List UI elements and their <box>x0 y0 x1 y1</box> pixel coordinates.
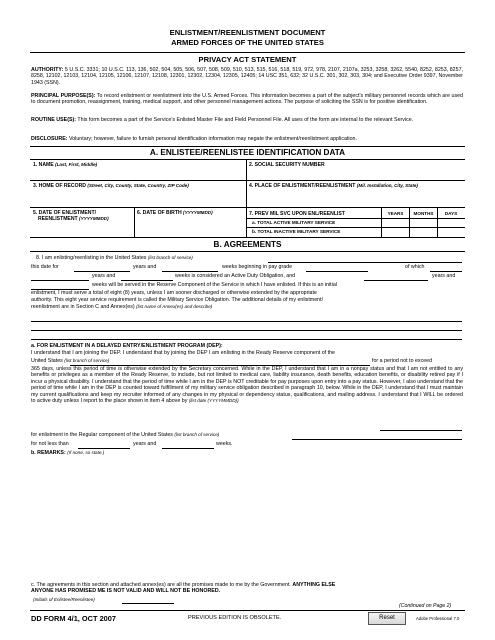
para8-annex-intro: reenlistment are in Section C and Annex(es) <box>31 304 135 310</box>
reset-button[interactable]: Reset <box>368 612 406 625</box>
home-hint: (Street, City, County, State, Country, ZIP Code) <box>87 183 189 188</box>
home-of-record-label <box>33 183 189 189</box>
annex-line-3[interactable] <box>31 339 462 340</box>
dep-title: a. FOR ENLISTMENT IN A DELAYED ENTRY/ENLISTMENT PROGRAM (DEP): <box>31 343 223 349</box>
name-input[interactable] <box>32 169 244 177</box>
agreements-c-text <box>31 582 465 595</box>
dep-not-less: for not less than <box>31 441 69 447</box>
divider <box>30 207 465 208</box>
divider <box>246 207 247 237</box>
purpose-label: PRINCIPAL PURPOSE(S): <box>31 93 96 99</box>
name-field-label <box>33 162 97 168</box>
para8-of-which: of which <box>405 264 425 270</box>
divider <box>30 159 465 160</box>
footer-divider <box>30 610 465 611</box>
name-label: 1. NAME <box>33 162 54 168</box>
authority-label: AUTHORITY: <box>31 67 64 73</box>
dep-report-date-line[interactable] <box>380 430 462 431</box>
date-enl-hint: (YYYYMMDD) <box>79 216 109 221</box>
continued-on-page-2: (Continued on Page 2) <box>399 603 452 609</box>
divider <box>30 251 465 252</box>
branch-of-service-line[interactable] <box>268 262 462 263</box>
days-header: DAYS <box>444 211 458 216</box>
months-header: MONTHS <box>413 211 434 216</box>
para8-years-and2: years and <box>92 273 116 279</box>
form-title-line2: ARMED FORCES OF THE UNITED STATES <box>171 38 324 47</box>
active-days-input[interactable] <box>438 219 464 227</box>
remarks-header <box>31 450 104 456</box>
para8-branch-hint: (list branch of service) <box>147 255 193 260</box>
term-years-line[interactable] <box>74 271 130 272</box>
routine-body: This form becomes a part of the Service's Enlisted Master File and Field Personnel File. All uses of the form are internal to the relevant Service. <box>77 117 414 123</box>
authority-body: 5 U.S.C. 3331; 10 U.S.C. 113, 136, 502, 504, 505, 506, 507, 508, 509, 510, 513, 515, 516, 518, 519, 972, 978, 2107, 2107a, 3253, 3258, 3262, 5540, 8252, 8253, 8257, 8258, 12102, 12103, 12104, 12105, 12106, 12107, 12108, 12301, 12302, 12304, 12305, 12405; 14 USC 351, 632; 32 U.S.C. 301, 302, 303, 304; and Executive Order 9397, November 1943 (SSN). <box>31 67 463 86</box>
divider <box>30 52 465 53</box>
divider <box>30 237 465 238</box>
para8-line1 <box>36 255 193 261</box>
active-weeks-line[interactable] <box>121 280 173 281</box>
pay-grade-line[interactable] <box>306 271 368 272</box>
dep-weeks-line[interactable] <box>162 448 214 449</box>
para8-this-date: this date for <box>31 264 59 270</box>
section-b-title: B. AGREEMENTS <box>213 240 282 249</box>
para8-years-and3: years and <box>432 273 456 279</box>
remarks-label: b. REMARKS: <box>31 450 66 456</box>
remarks-textarea[interactable] <box>31 459 462 577</box>
para8-weeks-active: weeks is considered an Active Duty Obligation, and <box>175 273 296 279</box>
ssn-input[interactable] <box>248 169 462 177</box>
para8-weeks-reserve: weeks will be served in the Reserve Component of the Service in which I have enlisted. If this is an initial <box>92 282 337 288</box>
name-hint: (Last, First, Middle) <box>55 162 98 167</box>
divider <box>134 207 135 237</box>
para8-intro: 8. I am enlisting/reenlisting in the United States <box>36 255 147 261</box>
place-label: 4. PLACE OF ENLISTMENT/REENLISTMENT <box>249 183 356 189</box>
dep-years-line[interactable] <box>78 448 130 449</box>
years-header: YEARS <box>387 211 404 216</box>
disclosure-text <box>31 136 463 142</box>
initials-hint: (Initials of Enlistee/Reenlistee) <box>33 597 95 602</box>
date-of-enlistment-input[interactable] <box>32 224 132 234</box>
form-title-line1: ENLISTMENT/REENLISTMENT DOCUMENT <box>169 28 326 37</box>
date-of-birth-input[interactable] <box>136 224 244 234</box>
para8-weeks-beginning: weeks beginning in pay grade <box>222 264 293 270</box>
dep-date-hint: (list date (YYYYMMDD)) <box>188 398 239 404</box>
active-years-line[interactable] <box>31 280 89 281</box>
dep-regular-branch-line[interactable] <box>292 439 462 440</box>
inactive-months-input[interactable] <box>410 228 437 236</box>
remarks-hint: (If none, so state.) <box>67 450 105 455</box>
divider <box>30 180 465 181</box>
dep-weeks: weeks. <box>216 441 233 447</box>
para8-text3: authority. This eight year service requirement is called the Military Service Obligation. The additional details of my enlistment/ <box>31 297 324 303</box>
place-of-enlistment-label <box>249 183 418 189</box>
form-number: DD FORM 4/1, OCT 2007 <box>31 614 117 623</box>
active-years-input[interactable] <box>382 219 409 227</box>
agreements-c-body: c. The agreements in this section and attached annex(es) are all the promises made to me by the Government. <box>31 582 291 588</box>
dep-regular-line <box>31 432 219 438</box>
dob-hint: (YYYYMMDD) <box>183 210 213 215</box>
inactive-years-input[interactable] <box>382 228 409 236</box>
divider <box>30 146 465 147</box>
para8-annex-hint: (list name of Annex(es) and describe) <box>136 304 213 309</box>
authority-text <box>31 67 463 86</box>
privacy-title: PRIVACY ACT STATEMENT <box>198 55 297 64</box>
dep-branch-hint: (list branch of service) <box>64 358 110 363</box>
of-which-line[interactable] <box>430 271 462 272</box>
dep-line2 <box>31 358 109 364</box>
para8-text4 <box>31 304 212 310</box>
initials-line[interactable] <box>122 603 174 604</box>
ssn-label: 2. SOCIAL SECURITY NUMBER <box>249 162 325 168</box>
previous-edition-note: PREVIOUS EDITION IS OBSOLETE. <box>188 615 282 621</box>
disclosure-body: Voluntary; however, failure to furnish personal identification information may negate the enlistment/reenlistment application. <box>68 136 357 142</box>
purpose-text <box>31 93 463 106</box>
prev-mil-svc-label: 7. PREV MIL SVC UPON ENL/REENLIST <box>249 211 345 217</box>
home-of-record-input[interactable] <box>32 190 244 204</box>
dep-period-text: for a period not to exceed <box>372 358 433 364</box>
agreements-c-bold2: ANYONE HAS PROMISED ME IS NOT VALID AND WILL NOT BE HONORED. <box>31 588 221 595</box>
date-of-enlistment-label <box>33 210 109 222</box>
purpose-body: To record enlistment or reenlistment into the U.S. Armed Forces. This information becomes a part of the subject's military personnel records which are used to document promotion, reassignment, training, medical support, and other personnel management actions. The purpose of soliciting the SSN is for positive identification. <box>31 93 463 106</box>
reserve-years-line[interactable] <box>364 280 428 281</box>
total-inactive-service-label: b. TOTAL INACTIVE MILITARY SERVICE <box>252 229 341 234</box>
dep-years-and: years and <box>133 441 157 447</box>
dep-body <box>31 366 463 404</box>
place-of-enlistment-input[interactable] <box>248 190 462 204</box>
annex-line-1[interactable] <box>31 321 462 322</box>
term-weeks-line[interactable] <box>162 271 218 272</box>
annex-line-2[interactable] <box>31 330 462 331</box>
date-enl-label-line2: REENLISTMENT <box>38 216 78 222</box>
total-active-service-label: a. TOTAL ACTIVE MILITARY SERVICE <box>252 220 336 225</box>
section-a-title: A. ENLISTEE/REENLISTEE IDENTIFICATION DATA <box>149 148 346 157</box>
dep-line1: I understand that I am joining the DEP. I understand that by joining the DEP I am enlisting in the Ready Reserve component of the <box>31 350 335 356</box>
divider <box>246 180 247 207</box>
dep-united-states: United States <box>31 358 63 364</box>
routine-use-text <box>31 117 463 123</box>
place-hint: (Mil. Installation, City, State) <box>356 183 418 188</box>
date-of-birth-label <box>137 210 213 216</box>
routine-label: ROUTINE USE(S): <box>31 117 77 123</box>
dob-label: 6. DATE OF BIRTH <box>137 210 182 216</box>
agreements-c-bold1: ANYTHING ELSE <box>292 582 336 588</box>
date-enl-label-line1: 5. DATE OF ENLISTMENT/ <box>33 210 97 216</box>
divider <box>246 159 247 180</box>
dep-regular-hint: (list branch of service) <box>174 432 220 437</box>
disclosure-label: DISCLOSURE: <box>31 136 68 142</box>
home-label: 3. HOME OF RECORD <box>33 183 86 189</box>
dep-regular-text: for enlistment in the Regular component of the United States <box>31 432 173 438</box>
para8-years-and: years and <box>133 264 157 270</box>
dep-body-text: 365 days, unless this period of time is otherwise extended by the Secretary concerned. While in the DEP, I understand that I am in a nonpay status and that I am not entitled to any benefits or privileges as a member of the Ready Reserve, to include, but not limited to medical care, liability insurance, death benefits, education benefits, or disability retired pay if I incur a physical disability. I understand that the period of time while I am in the DEP is NOT creditable for pay purposes upon entry into a pay status. However, I also understand that the period of time while I am in the DEP is counted toward fulfillment of my military service obligation described in paragraph 10, below. While in the DEP, I understand that I must maintain my current qualifications and keep my recruiter informed of any changes in my physical or dependency status, qualifications, and mailing address. I understand that I WILL be ordered to active duty unless I report to the place shown in item 4 above by <box>31 366 463 405</box>
para8-text2: enlistment, I must serve a total of eight (8) years, unless I am sooner discharged or otherwise extended by the appropriate <box>31 290 317 296</box>
inactive-days-input[interactable] <box>438 228 464 236</box>
active-months-input[interactable] <box>410 219 437 227</box>
adobe-version-note: Adobe Professional 7.0 <box>416 616 460 621</box>
